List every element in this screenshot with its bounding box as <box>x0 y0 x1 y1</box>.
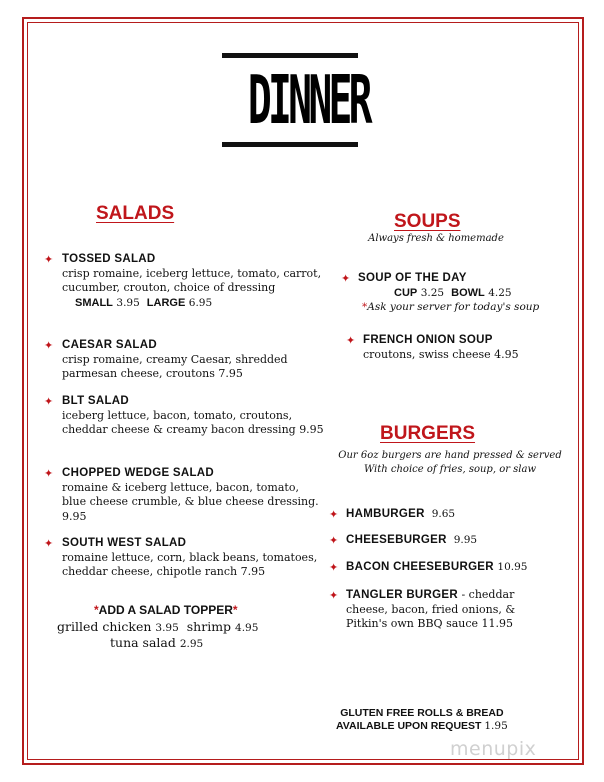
title-bar-bottom <box>222 142 358 147</box>
item-name: CHEESEBURGER <box>346 534 447 546</box>
burgers-heading: BURGERS <box>380 423 476 444</box>
item-description: iceberg lettuce, bacon, tomato, croutons, cheddar cheese & creamy bacon dressing 9.95 <box>62 408 324 436</box>
size-large-label: LARGE <box>146 296 186 309</box>
soup-item-french-onion <box>363 333 578 362</box>
soup-ask-note: *Ask your server for today's soup <box>362 301 540 313</box>
gluten-free-note: GLUTEN FREE ROLLS & BREAD AVAILABLE UPON REQUEST 1.95 <box>336 707 508 732</box>
item-name: SOUTH WEST SALAD <box>62 537 187 549</box>
star-bullet-icon: ✦ <box>329 508 339 521</box>
item-description: romaine & iceberg lettuce, bacon, tomato, blue cheese crumble, & blue cheese dressing. 9.95 <box>62 480 319 523</box>
item-name: CAESAR SALAD <box>62 339 157 351</box>
item-sizes <box>62 296 324 311</box>
size-large-price: 6.95 <box>188 296 213 309</box>
topper-shrimp: shrimp <box>186 619 232 634</box>
soup-item-of-the-day <box>358 271 583 315</box>
soup-sizes <box>358 286 583 301</box>
item-description: romaine lettuce, corn, black beans, tomatoes, cheddar cheese, chipotle ranch 7.95 <box>62 550 318 578</box>
salad-item-tossed <box>62 252 324 310</box>
burgers-note: Our 6oz burgers are hand pressed & served With choice of fries, soup, or slaw <box>338 450 562 475</box>
item-name: BACON CHEESEBURGER <box>346 561 494 573</box>
topper-line-2 <box>110 635 203 650</box>
item-name: FRENCH ONION SOUP <box>363 334 493 346</box>
size-small-price: 3.95 <box>116 296 140 309</box>
salad-topper-heading: *ADD A SALAD TOPPER* <box>94 603 238 617</box>
burger-item-bacon-cheeseburger <box>346 560 578 575</box>
item-name: BLT SALAD <box>62 395 130 407</box>
star-bullet-icon: ✦ <box>329 589 339 602</box>
soups-note: Always fresh & homemade <box>368 233 504 244</box>
item-description: cheese, bacon, fried onions, & Pitkin's own BBQ sauce 11.95 <box>346 602 516 630</box>
star-bullet-icon: ✦ <box>44 253 54 266</box>
item-name: CHOPPED WEDGE SALAD <box>62 467 215 479</box>
item-name: HAMBURGER <box>346 508 425 520</box>
salad-item-chopped-wedge <box>62 466 324 524</box>
item-price: 9.65 <box>431 508 456 520</box>
size-bowl-label: BOWL <box>451 286 485 299</box>
menu-title: DINNER <box>247 61 369 140</box>
watermark-logo: menupix <box>450 738 537 760</box>
item-description: croutons, swiss cheese 4.95 <box>363 347 519 361</box>
item-price: 9.95 <box>453 534 478 546</box>
burger-item-tangler <box>346 588 556 632</box>
size-cup-price: 3.25 <box>420 286 445 299</box>
star-bullet-icon: ✦ <box>329 534 339 547</box>
star-bullet-icon: ✦ <box>44 339 54 352</box>
burger-item-cheeseburger <box>346 533 576 548</box>
item-description-start: - cheddar <box>457 588 515 601</box>
size-cup-label: CUP <box>394 286 418 299</box>
star-bullet-icon: ✦ <box>346 334 356 347</box>
menu-title-block <box>222 53 369 147</box>
salads-heading: SALADS <box>96 203 175 224</box>
title-bar-top <box>222 53 358 58</box>
item-description: crisp romaine, iceberg lettuce, tomato, carrot, cucumber, crouton, choice of dressing <box>62 266 322 294</box>
topper-tuna: tuna salad <box>110 635 176 650</box>
star-bullet-icon: ✦ <box>329 561 339 574</box>
item-name: TOSSED SALAD <box>62 253 156 265</box>
star-bullet-icon: ✦ <box>44 395 54 408</box>
topper-shrimp-price: 4.95 <box>235 622 259 634</box>
size-small-label: SMALL <box>75 296 113 309</box>
star-bullet-icon: ✦ <box>44 537 54 550</box>
topper-chicken: grilled chicken <box>57 619 152 634</box>
soups-heading: SOUPS <box>394 211 461 232</box>
topper-chicken-price: 3.95 <box>155 622 179 634</box>
size-bowl-price: 4.25 <box>488 286 512 299</box>
topper-line-1 <box>57 619 258 634</box>
burger-item-hamburger <box>346 507 576 522</box>
item-price: 10.95 <box>497 561 528 573</box>
item-name: SOUP OF THE DAY <box>358 272 467 284</box>
item-name: TANGLER BURGER <box>346 589 458 601</box>
salad-item-caesar <box>62 338 324 382</box>
star-bullet-icon: ✦ <box>44 467 54 480</box>
salad-item-blt <box>62 394 324 438</box>
salad-item-south-west <box>62 536 324 580</box>
item-description: crisp romaine, creamy Caesar, shredded parmesan cheese, croutons 7.95 <box>62 352 288 380</box>
star-bullet-icon: ✦ <box>341 272 351 285</box>
topper-tuna-price: 2.95 <box>179 638 204 650</box>
